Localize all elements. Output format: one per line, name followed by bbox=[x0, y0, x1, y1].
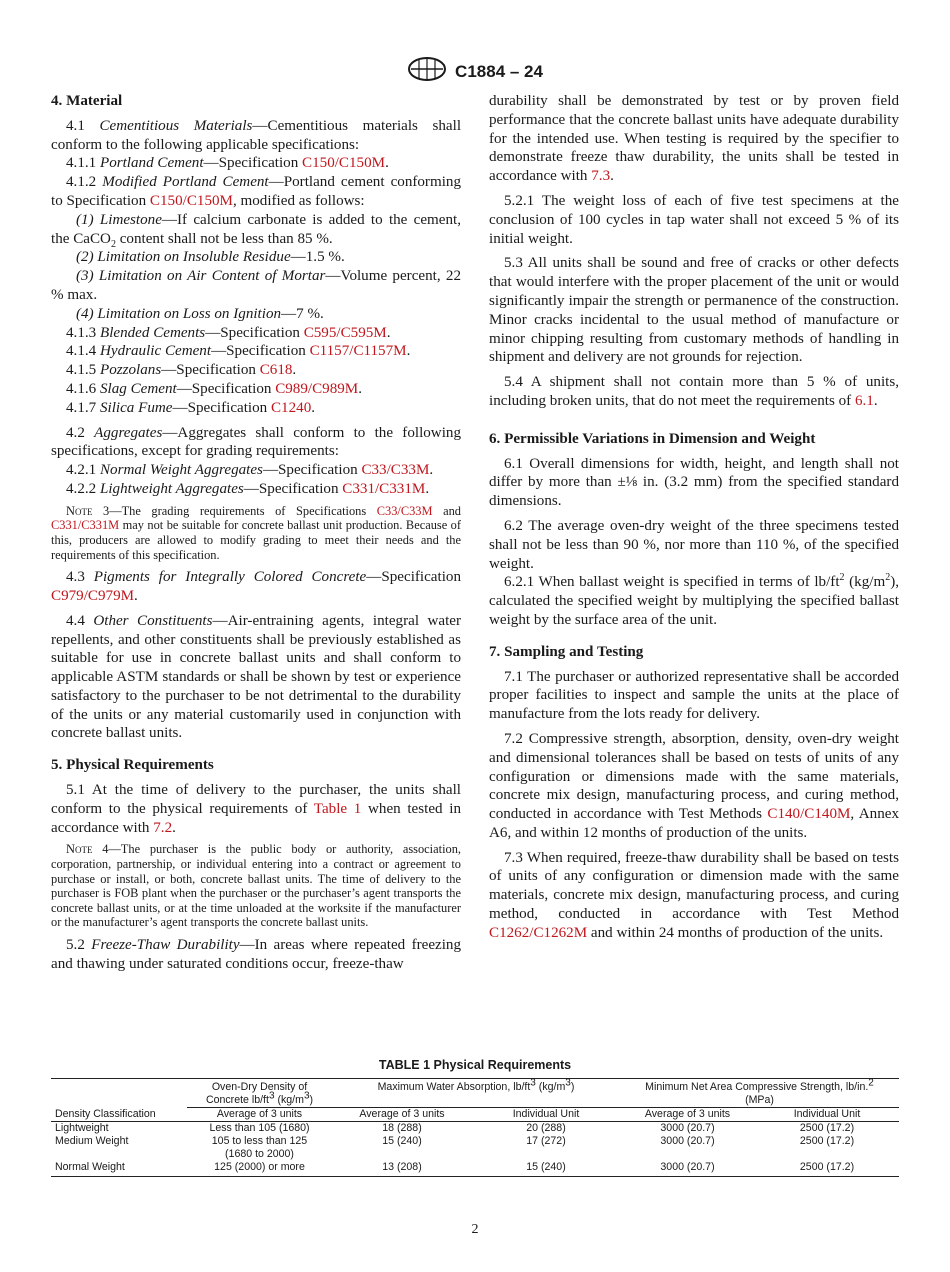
para-6-1: 6.1 Overall dimensions for width, height, and length shall not differ by more than ±⅛ in. (3.2 mm) from the specified standard dimensions. bbox=[489, 455, 899, 510]
subheader-strength-avg: Average of 3 units bbox=[620, 1108, 755, 1122]
cell-abs-ind: 20 (288) bbox=[526, 1122, 566, 1134]
para-6-2-1: 6.2.1 When ballast weight is specified in terms of $lb/ft^2$ $(kg/m^2)$, calculated the specified weight by multiplying the specified ballast weight by the surface area of the unit. bbox=[489, 572, 899, 628]
link-c989[interactable]: C989/C989M bbox=[275, 380, 359, 397]
link-table-1[interactable]: Table 1 bbox=[313, 800, 362, 817]
section-4-heading: 4. Material bbox=[51, 93, 123, 109]
para-4-1-2-ignition: (4) Limitation on Loss on Ignition—7 %. bbox=[76, 305, 324, 322]
section-7-heading: 7. Sampling and Testing bbox=[489, 643, 644, 660]
cell-abs-avg: 15 (240) bbox=[382, 1135, 422, 1147]
para-5-2: 5.2 Freeze-Thaw Durability—In areas where repeated freezing and thawing under saturated conditions occur, freeze-thaw bbox=[51, 937, 462, 972]
cell-str-ind: 2500 (17.2) bbox=[799, 1135, 855, 1147]
link-c1240[interactable]: C1240 bbox=[270, 399, 312, 416]
para-5-3: 5.3 All units shall be sound and free of cracks or other defects that would interfere with the proper placement of the unit or would significantly impair the strength or permanence of the construction. Minor cracks incidental to the usual method of manufacture or minor chipping resulting from customary methods of handling in shipment and delivery are not grounds for rejection. bbox=[489, 255, 899, 366]
table-row bbox=[51, 1161, 899, 1177]
para-4-2: 4.2 Aggregates—Aggregates shall conform to the following specifications, except for grading requirements: bbox=[51, 424, 461, 460]
table-row bbox=[51, 1122, 899, 1136]
link-c150-2[interactable]: C150/C150M bbox=[149, 192, 233, 209]
cell-class: Medium Weight bbox=[55, 1135, 129, 1147]
cell-abs-ind: 15 (240) bbox=[526, 1161, 566, 1173]
subheader-absorption-individual: Individual Unit bbox=[472, 1108, 620, 1122]
para-7-3: 7.3 When required, freeze-thaw durability shall be based on tests of units of any configuration or dimension made with the same materials, concrete mix design, manufacturing process, and curing method, conducted in accordance with Test Method C1262/C1262M and within 24 months of production of the units. bbox=[489, 849, 899, 941]
para-4-3: 4.3 Pigments for Integrally Colored Concrete—Specification C979/C979M. bbox=[51, 569, 461, 604]
para-5-1: 5.1 At the time of delivery to the purchaser, the units shall conform to the physical requirements of Table 1 when tested in accordance with 7.2. bbox=[51, 782, 461, 836]
para-5-4: 5.4 A shipment shall not contain more than 5 % of units, including broken units, that do not meet the requirements of 6.1. bbox=[489, 374, 899, 409]
cell-class: Normal Weight bbox=[55, 1161, 125, 1173]
para-4-1-2-air-content: (3) Limitation on Air Content of Mortar—Volume percent, 22 % max. bbox=[51, 268, 461, 303]
para-4-1-7: 4.1.7 Silica Fume—Specification C1240. bbox=[66, 399, 316, 416]
right-column bbox=[489, 92, 899, 943]
para-4-1-3: 4.1.3 Blended Cements—Specification C595/C595M. bbox=[66, 324, 391, 341]
section-6-heading: 6. Permissible Variations in Dimension and Weight bbox=[489, 430, 816, 447]
table-1 bbox=[51, 1058, 899, 1177]
section-5-heading: 5. Physical Requirements bbox=[51, 757, 214, 774]
cell-density: Less than 105 (1680) bbox=[209, 1122, 310, 1134]
header-density-classification: Density Classification bbox=[55, 1108, 156, 1120]
para-4-2-1: 4.2.1 Normal Weight Aggregates—Specification C33/C33M. bbox=[66, 462, 434, 479]
cell-density: 125 (2000) or more bbox=[214, 1161, 305, 1173]
link-7-2[interactable]: 7.2 bbox=[153, 819, 173, 836]
para-7-1: 7.1 The purchaser or authorized representative shall be accorded proper facilities to inspect and sample the units at the place of manufacture from the lots ready for delivery. bbox=[489, 668, 899, 723]
note-4: Note 4—The purchaser is the public body or authority, association, corporation, partnership, or individual entering into a contract or agreement to purchase or install, or both, concrete ballast units. The time of delivery to the purchaser is FOB plant when the purchaser or the purchaser’s agent transports the concrete ballast units, or at the time unloaded at the worksite if the manufacturer or the manufacturer’s agent transports the concrete ballast units. bbox=[51, 842, 461, 930]
page-header bbox=[0, 56, 950, 87]
cell-abs-ind: 17 (272) bbox=[526, 1135, 566, 1147]
cell-str-avg: 3000 (20.7) bbox=[660, 1135, 715, 1147]
table-row bbox=[51, 1135, 899, 1161]
para-4-1-6: 4.1.6 Slag Cement—Specification C989/C989M. bbox=[66, 380, 362, 397]
link-c1262[interactable]: C1262/C1262M bbox=[489, 924, 588, 941]
header-oven-dry-density: Oven-Dry Density of Concrete $lb/ft^3$ $(kg/m^3)$ bbox=[205, 1081, 314, 1106]
link-c140[interactable]: C140/C140M bbox=[767, 806, 851, 823]
para-4-2-2: 4.2.2 Lightweight Aggregates—Specification C331/C331M. bbox=[66, 480, 430, 497]
physical-requirements-table bbox=[51, 1078, 899, 1177]
para-4-1-4: 4.1.4 Hydraulic Cement—Specification C1157/C1157M. bbox=[66, 343, 411, 360]
subheader-density-avg: Average of 3 units bbox=[187, 1108, 332, 1122]
link-c33[interactable]: C33/C33M bbox=[361, 462, 430, 479]
link-c1157[interactable]: C1157/C1157M bbox=[309, 343, 407, 360]
para-7-2: 7.2 Compressive strength, absorption, density, oven-dry weight and dimensional tolerances shall be based on tests of units of any configuration or dimensions made with the same materials, concrete mix design, manufacturing process, and curing method, conducted in accordance with Test Methods C140/C140M, Annex A6, and within 12 months of production of the units. bbox=[489, 730, 899, 841]
para-5-2-continued: durability shall be demonstrated by test or by proven field performance that the concrete ballast units have adequate durability for the intended use. When testing is required by the specifier to demonstrate freeze thaw durability, the units shall be tested in accordance with 7.3. bbox=[489, 93, 899, 185]
cell-str-ind: 2500 (17.2) bbox=[799, 1122, 855, 1134]
para-4-1-5: 4.1.5 Pozzolans—Specification C618. bbox=[66, 362, 297, 379]
link-c618[interactable]: C618 bbox=[259, 362, 293, 379]
astm-logo-icon bbox=[407, 56, 447, 87]
cell-str-avg: 3000 (20.7) bbox=[660, 1122, 715, 1134]
cell-class: Lightweight bbox=[55, 1122, 109, 1134]
link-note3-c331[interactable]: C331/C331M bbox=[51, 518, 120, 533]
subheader-absorption-avg: Average of 3 units bbox=[332, 1108, 472, 1122]
link-c150[interactable]: C150/C150M bbox=[302, 155, 386, 172]
para-4-1: 4.1 Cementitious Materials—Cementitious materials shall conform to the following applicable specifications: bbox=[51, 117, 462, 153]
cell-density: 105 to less than 125 (1680 to 2000) bbox=[211, 1135, 308, 1160]
cell-str-avg: 3000 (20.7) bbox=[660, 1161, 715, 1173]
para-5-2-1: 5.2.1 The weight loss of each of five test specimens at the conclusion of 100 cycles in tap water shall not exceed 5 % of its initial weight. bbox=[489, 192, 899, 247]
para-6-2: 6.2 The average oven-dry weight of the three specimens tested shall not be less than 90 %, nor more than 110 %, of the specified weight. bbox=[489, 517, 899, 572]
subheader-strength-individual: Individual Unit bbox=[755, 1108, 899, 1122]
cell-abs-avg: 13 (208) bbox=[382, 1161, 422, 1173]
para-4-1-2-limestone: (1) Limestone—If calcium carbonate is added to the cement, the CaCO$_2$ content shall not be less than 85 %. bbox=[51, 211, 461, 250]
para-4-4: 4.4 Other Constituents—Air-entraining agents, integral water repellents, and other constituents shall be previously established as suitable for use in concrete ballast units and shall conform to applicable ASTM standards or shall be shown by test or experience satisfactory to the purchaser to be not detrimental to the durability of the units or any material customarily used in conjunction with concrete ballast units. bbox=[51, 612, 462, 742]
link-c979[interactable]: C979/C979M bbox=[51, 587, 135, 604]
para-4-1-2: 4.1.2 Modified Portland Cement—Portland cement conforming to Specification C150/C150M, modified as follows: bbox=[51, 174, 461, 209]
note-3: Note 3—The grading requirements of Specifications C33/C33M and C331/C331M may not be suitable for concrete ballast unit production. Because of this, producers are allowed to modify grading to meet their needs and the requirements of this specification. bbox=[51, 503, 461, 562]
cell-abs-avg: 18 (288) bbox=[382, 1122, 422, 1134]
header-compressive-strength: Minimum Net Area Compressive Strength, lb/in.$^2$ (MPa) bbox=[645, 1077, 874, 1106]
link-6-1[interactable]: 6.1 bbox=[854, 392, 874, 409]
link-c595[interactable]: C595/C595M bbox=[303, 324, 387, 341]
left-column bbox=[51, 92, 461, 974]
cell-str-ind: 2500 (17.2) bbox=[799, 1161, 855, 1173]
table-caption: TABLE 1 Physical Requirements bbox=[378, 1058, 572, 1072]
link-7-3[interactable]: 7.3 bbox=[591, 168, 611, 185]
header-max-water-absorption: Maximum Water Absorption, $lb/ft^3$ $(kg/m^3)$ bbox=[377, 1077, 575, 1093]
link-c331[interactable]: C331/C331M bbox=[342, 480, 426, 497]
document-designation: C1884 – 24 bbox=[455, 61, 543, 81]
para-4-1-2-insoluble: (2) Limitation on Insoluble Residue—1.5 %. bbox=[76, 249, 345, 266]
page-number: 2 bbox=[471, 1222, 479, 1237]
link-note3-c33[interactable]: C33/C33M bbox=[376, 503, 433, 518]
para-4-1-1: 4.1.1 Portland Cement—Specification C150/C150M. bbox=[66, 155, 389, 172]
